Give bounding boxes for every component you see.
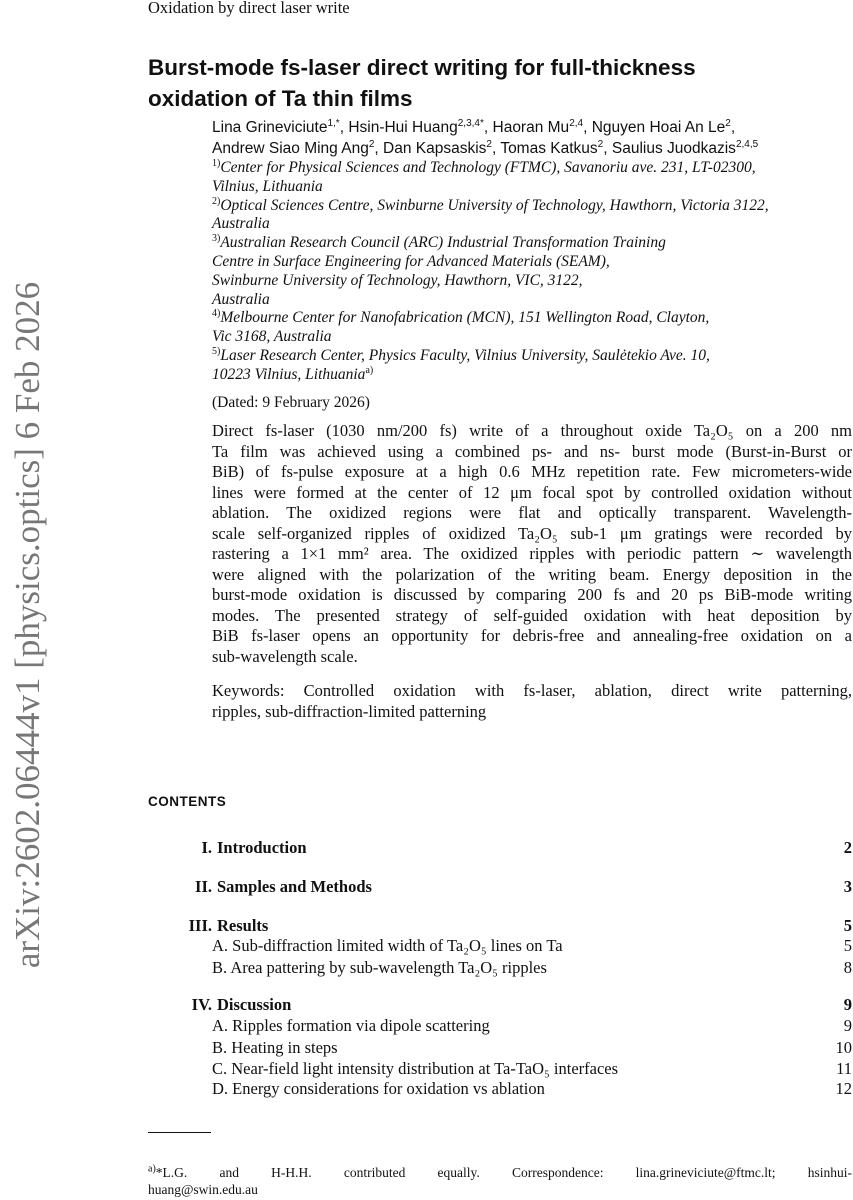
toc-title: A. Ripples formation via dipole scattering [212, 1016, 490, 1035]
author-affiliation-mark: 2 [597, 138, 604, 150]
toc-page: 12 [835, 1079, 852, 1098]
affiliation-text: Melbourne Center for Nanofabrication (MCN), 151 Wellington Road, Clayton, [220, 309, 710, 327]
arxiv-identifier: arXiv:2602.06444v1 [physics.optics] 6 Feb 2026 [8, 281, 47, 969]
toc-page: 5 [843, 916, 852, 935]
toc-number: IV. [191, 995, 212, 1014]
footnote-text: *L.G. and H-H.H. contributed equally. Correspondence: lina.grineviciute@ftmc.lt; hsinhui- [155, 1165, 852, 1180]
toc-page: 9 [843, 995, 852, 1014]
footnote-rule [148, 1132, 211, 1133]
toc-label [148, 838, 307, 857]
keywords-line: Keywords: Controlled oxidation with fs-laser, ablation, direct write patterning, [212, 681, 852, 700]
toc-entry[interactable] [148, 958, 852, 977]
toc-label [148, 1059, 618, 1078]
toc-title: D. Energy considerations for oxidation vs ablation [212, 1079, 545, 1098]
affiliation-text: 10223 Vilnius, Lithuania [212, 365, 366, 383]
abstract-line: scale self-organized ripples of oxidized Ta₂O₅ sub-1 μm gratings were recorded by [212, 523, 852, 543]
keywords [212, 680, 852, 722]
footnote-mark: a) [365, 364, 374, 376]
footnote-line [148, 1165, 852, 1182]
author-name: Nguyen Hoai An Le [591, 119, 726, 136]
author-affiliation-mark: 2 [725, 117, 731, 129]
toc-title: Samples and Methods [217, 877, 372, 896]
affiliation-line [212, 178, 853, 197]
toc-label [148, 1016, 490, 1035]
toc-entry[interactable] [148, 995, 852, 1014]
author-line: Lina Grineviciute$^{1,*}$, Hsin-Hui Huang$^{2,3,4*}$, Haoran Mu$^{2,4}$, Nguyen Hoai An Le$^2$, [212, 117, 736, 136]
toc-title: Introduction [217, 838, 307, 857]
author-name: Hsin-Hui Huang [348, 119, 458, 136]
abstract-line: burst-mode oxidation is discussed by comparing 200 fs and 20 ps BiB-mode writing [212, 585, 852, 604]
affiliation-line [212, 215, 853, 234]
toc-entry[interactable] [148, 1059, 852, 1078]
toc-title: Discussion [217, 995, 292, 1014]
toc-entry[interactable] [148, 1038, 852, 1057]
author-affiliation-mark: 2 [486, 138, 492, 150]
affiliation-number: 2) [212, 195, 221, 207]
affiliation-line [212, 291, 853, 310]
affiliation-number: 4) [212, 308, 221, 320]
paper-title [148, 52, 696, 114]
contents-heading: CONTENTS [148, 794, 227, 809]
affiliation-text: Centre in Surface Engineering for Advanced Materials (SEAM), [212, 252, 610, 270]
toc-label [148, 995, 291, 1014]
abstract-line: sub-wavelength scale. [212, 646, 358, 666]
affiliation-line [212, 197, 853, 216]
toc-entry[interactable] [148, 877, 852, 896]
toc-page: 9 [843, 1016, 852, 1035]
toc-title: B. Area pattering by sub-wavelength Ta₂O₅ ripples [212, 958, 547, 977]
toc-title: B. Heating in steps [212, 1038, 338, 1057]
affiliation-line [212, 272, 853, 291]
toc-entry[interactable] [148, 1016, 852, 1035]
toc-page: 3 [843, 877, 852, 896]
toc-page: 2 [843, 838, 852, 857]
author-list [212, 118, 758, 159]
affiliation-line [212, 234, 853, 253]
author-affiliation-mark: 2,4,5 [735, 138, 759, 150]
abstract-line: BiB fs-laser opens an opportunity for debris-free and annealing-free oxidation on a [212, 626, 852, 645]
toc-title: Results [217, 916, 269, 935]
toc-page: 11 [836, 1059, 852, 1078]
affiliation-number: 1) [212, 157, 221, 169]
toc-title: A. Sub-diffraction limited width of Ta₂O₅ lines on Ta [212, 936, 563, 955]
footnote-line [148, 1182, 852, 1199]
toc-label [148, 936, 563, 955]
footnote [148, 1165, 852, 1198]
toc-label [148, 1079, 545, 1098]
affiliation-text: Vic 3168, Australia [212, 328, 332, 346]
author-affiliation-mark: 2,4 [569, 117, 584, 129]
affiliation-number: 5) [212, 345, 221, 357]
abstract [212, 421, 852, 667]
author-name: Saulius Juodkazis [611, 139, 736, 157]
affiliation-text: Australia [212, 215, 270, 233]
author-name: Andrew Siao Ming Ang [212, 139, 369, 157]
affiliation-text: Australian Research Council (ARC) Industrial Transformation Training [220, 234, 666, 252]
abstract-line: BiB) of fs-pulse exposure at a high 0.6 MHz repetition rate. Few micrometers-wide [212, 462, 852, 481]
toc-label [148, 877, 372, 896]
affiliation-line [212, 253, 853, 272]
footnote-mark: a) [148, 1163, 156, 1175]
toc-page: 8 [843, 958, 852, 977]
affiliation-line [212, 347, 853, 366]
affiliation-text: Australia [212, 290, 270, 308]
abstract-line: ablation. The oxidized regions were flat and optically transparent. Wavelength- [212, 503, 852, 522]
author-affiliation-mark: 2 [368, 138, 375, 150]
author-name: Haoran Mu [492, 119, 570, 136]
affiliation-text: Optical Sciences Centre, Swinburne University of Technology, Hawthorn, Victoria 3122, [220, 196, 769, 214]
affiliations [212, 159, 853, 385]
date-line: (Dated: 9 February 2026) [212, 394, 370, 411]
toc-number: II. [195, 877, 212, 896]
affiliation-number: 3) [212, 233, 221, 245]
title-line: oxidation of Ta thin films [148, 86, 413, 111]
affiliation-line [212, 328, 853, 347]
abstract-line: were aligned with the polarization of the writing beam. Energy deposition in the [212, 564, 852, 584]
abstract-line: modes. The presented strategy of self-guided oxidation with heat deposition by [212, 605, 852, 625]
affiliation-text: Vilnius, Lithuania [212, 177, 323, 195]
toc-number: III. [188, 916, 212, 935]
toc-title: C. Near-field light intensity distribution at Ta-TaO₅ interfaces [212, 1059, 619, 1078]
affiliation-line [212, 366, 853, 385]
footnote-text: huang@swin.edu.au [148, 1181, 258, 1197]
abstract-line: lines were formed at the center of 12 μm focal spot by controlled oxidation without [212, 482, 852, 502]
abstract-line: rastering a 1×1 mm² area. The oxidized ripples with periodic pattern ∼ wavelength [212, 544, 852, 563]
author-affiliation-mark: 1,* [327, 117, 340, 129]
toc-number: I. [201, 838, 212, 857]
abstract-line: Direct fs-laser (1030 nm/200 fs) write of a throughout oxide Ta₂O₅ on a 200 nm [212, 421, 852, 440]
toc-label [148, 916, 268, 935]
author-line: Andrew Siao Ming Ang$^2$, Dan Kapsaskis$^2$, Tomas Katkus$^2$, Saulius Juodkazis$^{2,4,5}$ [212, 138, 759, 157]
affiliation-text: Center for Physical Sciences and Technology (FTMC), Savanoriu ave. 231, LT-02300, [220, 159, 756, 176]
abstract-line: Ta film was achieved using a combined ps- and ns- burst mode (Burst-in-Burst or [212, 441, 852, 461]
toc-page: 10 [835, 1038, 852, 1057]
toc-label [148, 1038, 338, 1057]
author-affiliation-mark: 2,3,4* [457, 117, 484, 129]
author-name: Dan Kapsaskis [383, 139, 487, 157]
title-line: Burst-mode fs-laser direct writing for full-thickness [148, 55, 696, 80]
toc-entry[interactable] [148, 838, 852, 857]
affiliation-line [212, 159, 853, 178]
toc-entry[interactable] [148, 936, 852, 955]
toc-label [148, 958, 547, 977]
toc-entry[interactable] [148, 1079, 852, 1098]
affiliation-text: Swinburne University of Technology, Hawthorn, VIC, 3122, [212, 271, 583, 289]
author-name: Lina Grineviciute [212, 119, 328, 136]
running-head: Oxidation by direct laser write [148, 0, 350, 17]
keywords-line: ripples, sub-diffraction-limited patterning [212, 702, 487, 721]
affiliation-text: Laser Research Center, Physics Faculty, Vilnius University, Saulėtekio Ave. 10, [220, 346, 710, 364]
affiliation-line [212, 309, 853, 328]
author-name: Tomas Katkus [500, 139, 598, 157]
toc-page: 5 [843, 936, 852, 955]
toc-entry[interactable] [148, 916, 852, 935]
